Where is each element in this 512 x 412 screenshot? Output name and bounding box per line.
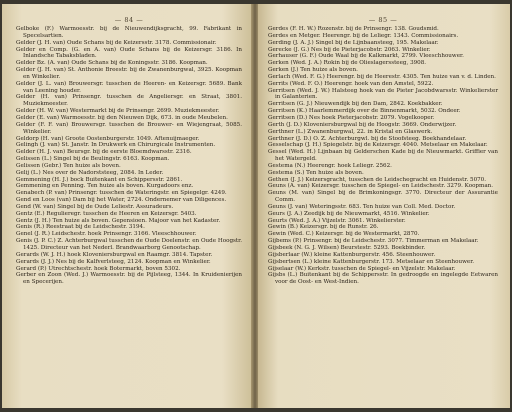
directory-entry: Gewin (Wed. C.) Keizersgr. bij de Westermarkt, 2870. xyxy=(268,231,420,238)
directory-entry: Gerards (J. J.) Nes bij de Kalfverlsteeg, 2124. Koopman en Winkelier. xyxy=(16,258,211,265)
directory-entry: Gerard (P.) Utrechtschestr. hoek Botermarkt, boven 5302. xyxy=(16,265,181,272)
directory-entry: Gijsbertsen (L.) kleine Kattenburgerstr. 173. Metselaar en Steenhouwer. xyxy=(268,258,475,265)
directory-entry: Gelboke (F.) Warmoesstr. bij de Nieuwendijksgracht, 99. Fabrikant in Specelsartien. xyxy=(16,26,242,39)
directory-entry: Gelissen (Gebr.) Ten huize als boven. xyxy=(16,162,121,169)
directory-entry: Gelder (J. H. van) Oude Schans bij de Keizersstr. 3178. Commissionair. xyxy=(16,39,217,46)
directory-entry: Gerritsen (K.) Haarlemmerdijk over de Binnenmarkt, 5032. Ondeer. xyxy=(268,108,461,115)
directory-entry: Geuns (J. van) Weteringsstr. 683. Ten huize van Coll. Med. Doctor. xyxy=(268,203,456,210)
directory-entry: Gerrits (Wed. F. O.) Heerengr. hoek van den Amstel, 5922. xyxy=(268,80,434,87)
directory-entry: Gethen (J. J.) Keizersgracht, tusschen de Leidschegracht en Huidenstr. 5070. xyxy=(268,176,487,183)
right-page xyxy=(258,4,510,408)
directory-entries xyxy=(268,26,498,286)
directory-entry: Gerritsen (D.) Nes hoek Pieterjacobstr. 2079. Vogelkooper. xyxy=(268,114,435,121)
directory-entry: Gerber en Zoon (Wed. J.) Warmoesstr. bij de Pijlsteeg, 1344. In Kruidenierijen en Specerijen. xyxy=(16,272,242,286)
directory-entry: Geurts (Wed. J. A.) Vijzelstr. 3061. Winkelierster. xyxy=(268,217,406,224)
directory-entry: Gemmening en Penning. Ten huize als boven. Kurgadoors enz. xyxy=(16,183,194,190)
directory-entry: Gerdes (F. H. W.) Rozenstr. bij de Prinsengr. 138. Goudsmid. xyxy=(268,26,439,32)
directory-entry: Genabech (P. van) Prinsengr. tusschen de Wateringstr. en Spiegelgr. 4249. xyxy=(16,190,227,197)
directory-entry: Geuns (A. van) Keizersgr. tusschen de Spiegel- en Leidschestr. 3279. Koopman. xyxy=(268,183,494,190)
directory-entry: Gestema (S.) Ten huize als boven. xyxy=(268,169,364,176)
page-number: — 85 — xyxy=(368,16,398,24)
directory-entry: Gijsbs (L.) Buitenkant bij de Schippersstr. In gedroogde en ingelegde Eetwaren voor de Oost- en West-Indien. xyxy=(268,272,498,286)
directory-entry: Genis (J. P. C.) Z. Achterburgwal tusschen de Oude Doelenstr. en Oude Hoogstr. 1425. Directeur van het Nederl. Brandwaarborg Genootschap. xyxy=(16,238,242,251)
directory-entry: Gelder (J. L. van) Brouwersgr. tusschen de Heeren- en Keizersgr. 5689. Bank van Leening houder. xyxy=(16,80,242,94)
directory-entry: Gijsbeek (N. G. J. Wilsen) Beurstestr. 5293. Boekbinder. xyxy=(268,245,426,251)
directory-entry: Gelij (L.) Nes over de Nadorststeeg, 2084. In Leder. xyxy=(16,169,164,176)
directory-entry: Gentz (E.) Regulieregr. tusschen de Heeren en Keizersgr. 5403. xyxy=(16,210,197,217)
directory-entry: Geldorp (H. van) Groote Oostenburgerstr. 1049. Aftenuijmaeger. xyxy=(16,135,200,142)
directory-entry: Gerthner (J. D.) O. Z. Achterburgwl. bij de Stoofsteeg. Boekhandelaar. xyxy=(268,135,467,142)
directory-entry: Gerthner (L.) Zwanenburgwal, 22. in Kristal en Glaswerk. xyxy=(268,128,433,135)
directory-entry: Gerlach (Wed. F. G.) Heerengr. bij de Heerestr. 4305. Ten huize van v. d. Linden. xyxy=(268,73,496,80)
directory-entries xyxy=(16,26,242,286)
directory-entry: Gerhauser (G. F.) Oude Waal bij de Kalkmarkt, 2799. Vleeschhouwer. xyxy=(268,53,464,60)
directory-entry: Gesselschap (J. H.) Spiegelstr. bij de Keizersgr. 4040. Metselaar en Makelaar. xyxy=(268,142,488,149)
directory-entry: Gerken (Wed. J. A.) Rokin bij de Olieslagerssteeg, 3908. xyxy=(268,60,427,67)
directory-entry: Gelder Bz. (A. van) Oude Schans bij de Koningsstr. 3186. Koopman. xyxy=(16,60,208,67)
directory-entry: Gelingh (J. van) St. Janstr. In Drukwerk en Chirurgicale Instrumenten. xyxy=(16,142,216,149)
directory-entry: Gend (W. van) Singel bij de Oude Leliestr. Assuradeurs. xyxy=(16,203,174,210)
directory-entry: Gerards (W. J. H.) hoek Kloveniersburgwal en Raamgr. 3814. Tapster. xyxy=(16,251,213,258)
directory-entry: Gerth (J. D.) Kloveniersburgwal bij de Hoogstr. 3669. Onderwijzer. xyxy=(268,121,457,128)
directory-entry: Gerecke (J. G.) Nes bij de Pieterjacobstr. 2063. Winkelier. xyxy=(268,46,431,53)
directory-entry: Gemmening (H. J.) bock Buitenkant en Schippersstr. 2861. xyxy=(16,176,183,183)
directory-entry: Gerritsen (G. J.) Nieuwendijk bij den Dam, 2842. Koekbakker. xyxy=(268,101,443,108)
directory-entry: Gelder (F. F. van) Brouwersgr. tusschen de Brouwer- en Wiejengraat, 5085. Winkelier. xyxy=(16,121,242,135)
directory-entry: Gerding (J. A. J.) Singel bij de Lijnbaansteeg, 195. Makelaar. xyxy=(268,39,439,46)
directory-entry: Gelder (J. H. van) St. Anthonie Breestr. bij de Zwanenburgwal, 3925. Koopman en Winkelier. xyxy=(16,67,242,80)
directory-entry: Gijselaar (W.) Kerkstr. tusschen de Spiegel- en Vijzelstr. Makelaar. xyxy=(268,265,456,272)
directory-entry: Gessel (Wed. H.) Lijnbaan bij Gelderschen Kade bij de Nieuwmarkt. Griffier van het Watergeld. xyxy=(268,149,498,163)
directory-entry: Gestema (N.) Heerengr. hoek Leliegr. 2562. xyxy=(268,162,392,169)
directory-entry: Gelder (H. van) Prinsengr. tusschen de Angeliersgr. en Straat, 3801. Muziekmeester. xyxy=(16,94,242,108)
directory-entry: Genis (R.) Reestraat bij de Leidschestr. 3194. xyxy=(16,224,145,231)
directory-entry: Gelder (H. W. van) Westermarkt bij de Prinsengr. 2699. Muziekmeester. xyxy=(16,108,220,115)
directory-entry: Geurs (J. A.) Zeedijk bij de Nieuwmarkt, 4516. Winkelier. xyxy=(268,210,430,217)
directory-entry: Gijsberlaar (W.) kleine Kattenburgerstr. 456. Steenhouwer. xyxy=(268,251,436,258)
left-page xyxy=(2,4,252,408)
directory-entry: Gijbems (P.) Prinsengr. bij de Leidschestr. 3077. Timmerman en Makelaar. xyxy=(268,238,479,245)
directory-entry: Geuns (M. van) Singel bij de Brimkoningsgr. 3770. Directeur der Assurantie Comm. xyxy=(268,190,498,204)
directory-entry: Gentz (J. H.) Ten huize als boven. Gepensioen. Majoor van het Kadaster. xyxy=(16,217,221,224)
directory-entry: Gelder (E. van) Warmoesstr. bij den Nieuwen Dijk, 673. in oude Meubelen. xyxy=(16,114,228,121)
directory-entry: Gerdes en Metger. Heerengr. bij de Leliegr. 1343. Commissionairs. xyxy=(268,32,459,39)
page-number: — 84 — xyxy=(114,16,144,24)
directory-entry: Gend en Loos (van) Dam bij het Water, 2724. Ondernemer van Diligences. xyxy=(16,197,227,204)
directory-entry: Gelder (H. J. van) Beursgr. bij de eerste Bloemdwarsstr. 2316. xyxy=(16,149,192,156)
directory-entry: Gerken (J.) Ten huize als boven. xyxy=(268,67,358,74)
directory-entry: Gerritsen (Wed. J. W.) Halsteeg hoek van de Pieter Jacobdwarsstr. Winkelierster in Galanterien. xyxy=(268,87,498,101)
directory-entry: Gewin (B.) Keizersgr. bij de Runstr. 26. xyxy=(268,224,379,231)
directory-entry: Gelder en Comp. (G. en A. van) Oude Schans bij de Keizersgr. 3186. In Inlandsche Tabaksbladen. xyxy=(16,46,242,60)
directory-entry: Genel (J. R.) Leidschestr. hoek Prinsengr. 3166. Vleeschhouwer. xyxy=(16,231,197,238)
directory-entry: Gelissen (L.) Singel bij de Beulingstr. 6163. Koopman. xyxy=(16,156,170,163)
